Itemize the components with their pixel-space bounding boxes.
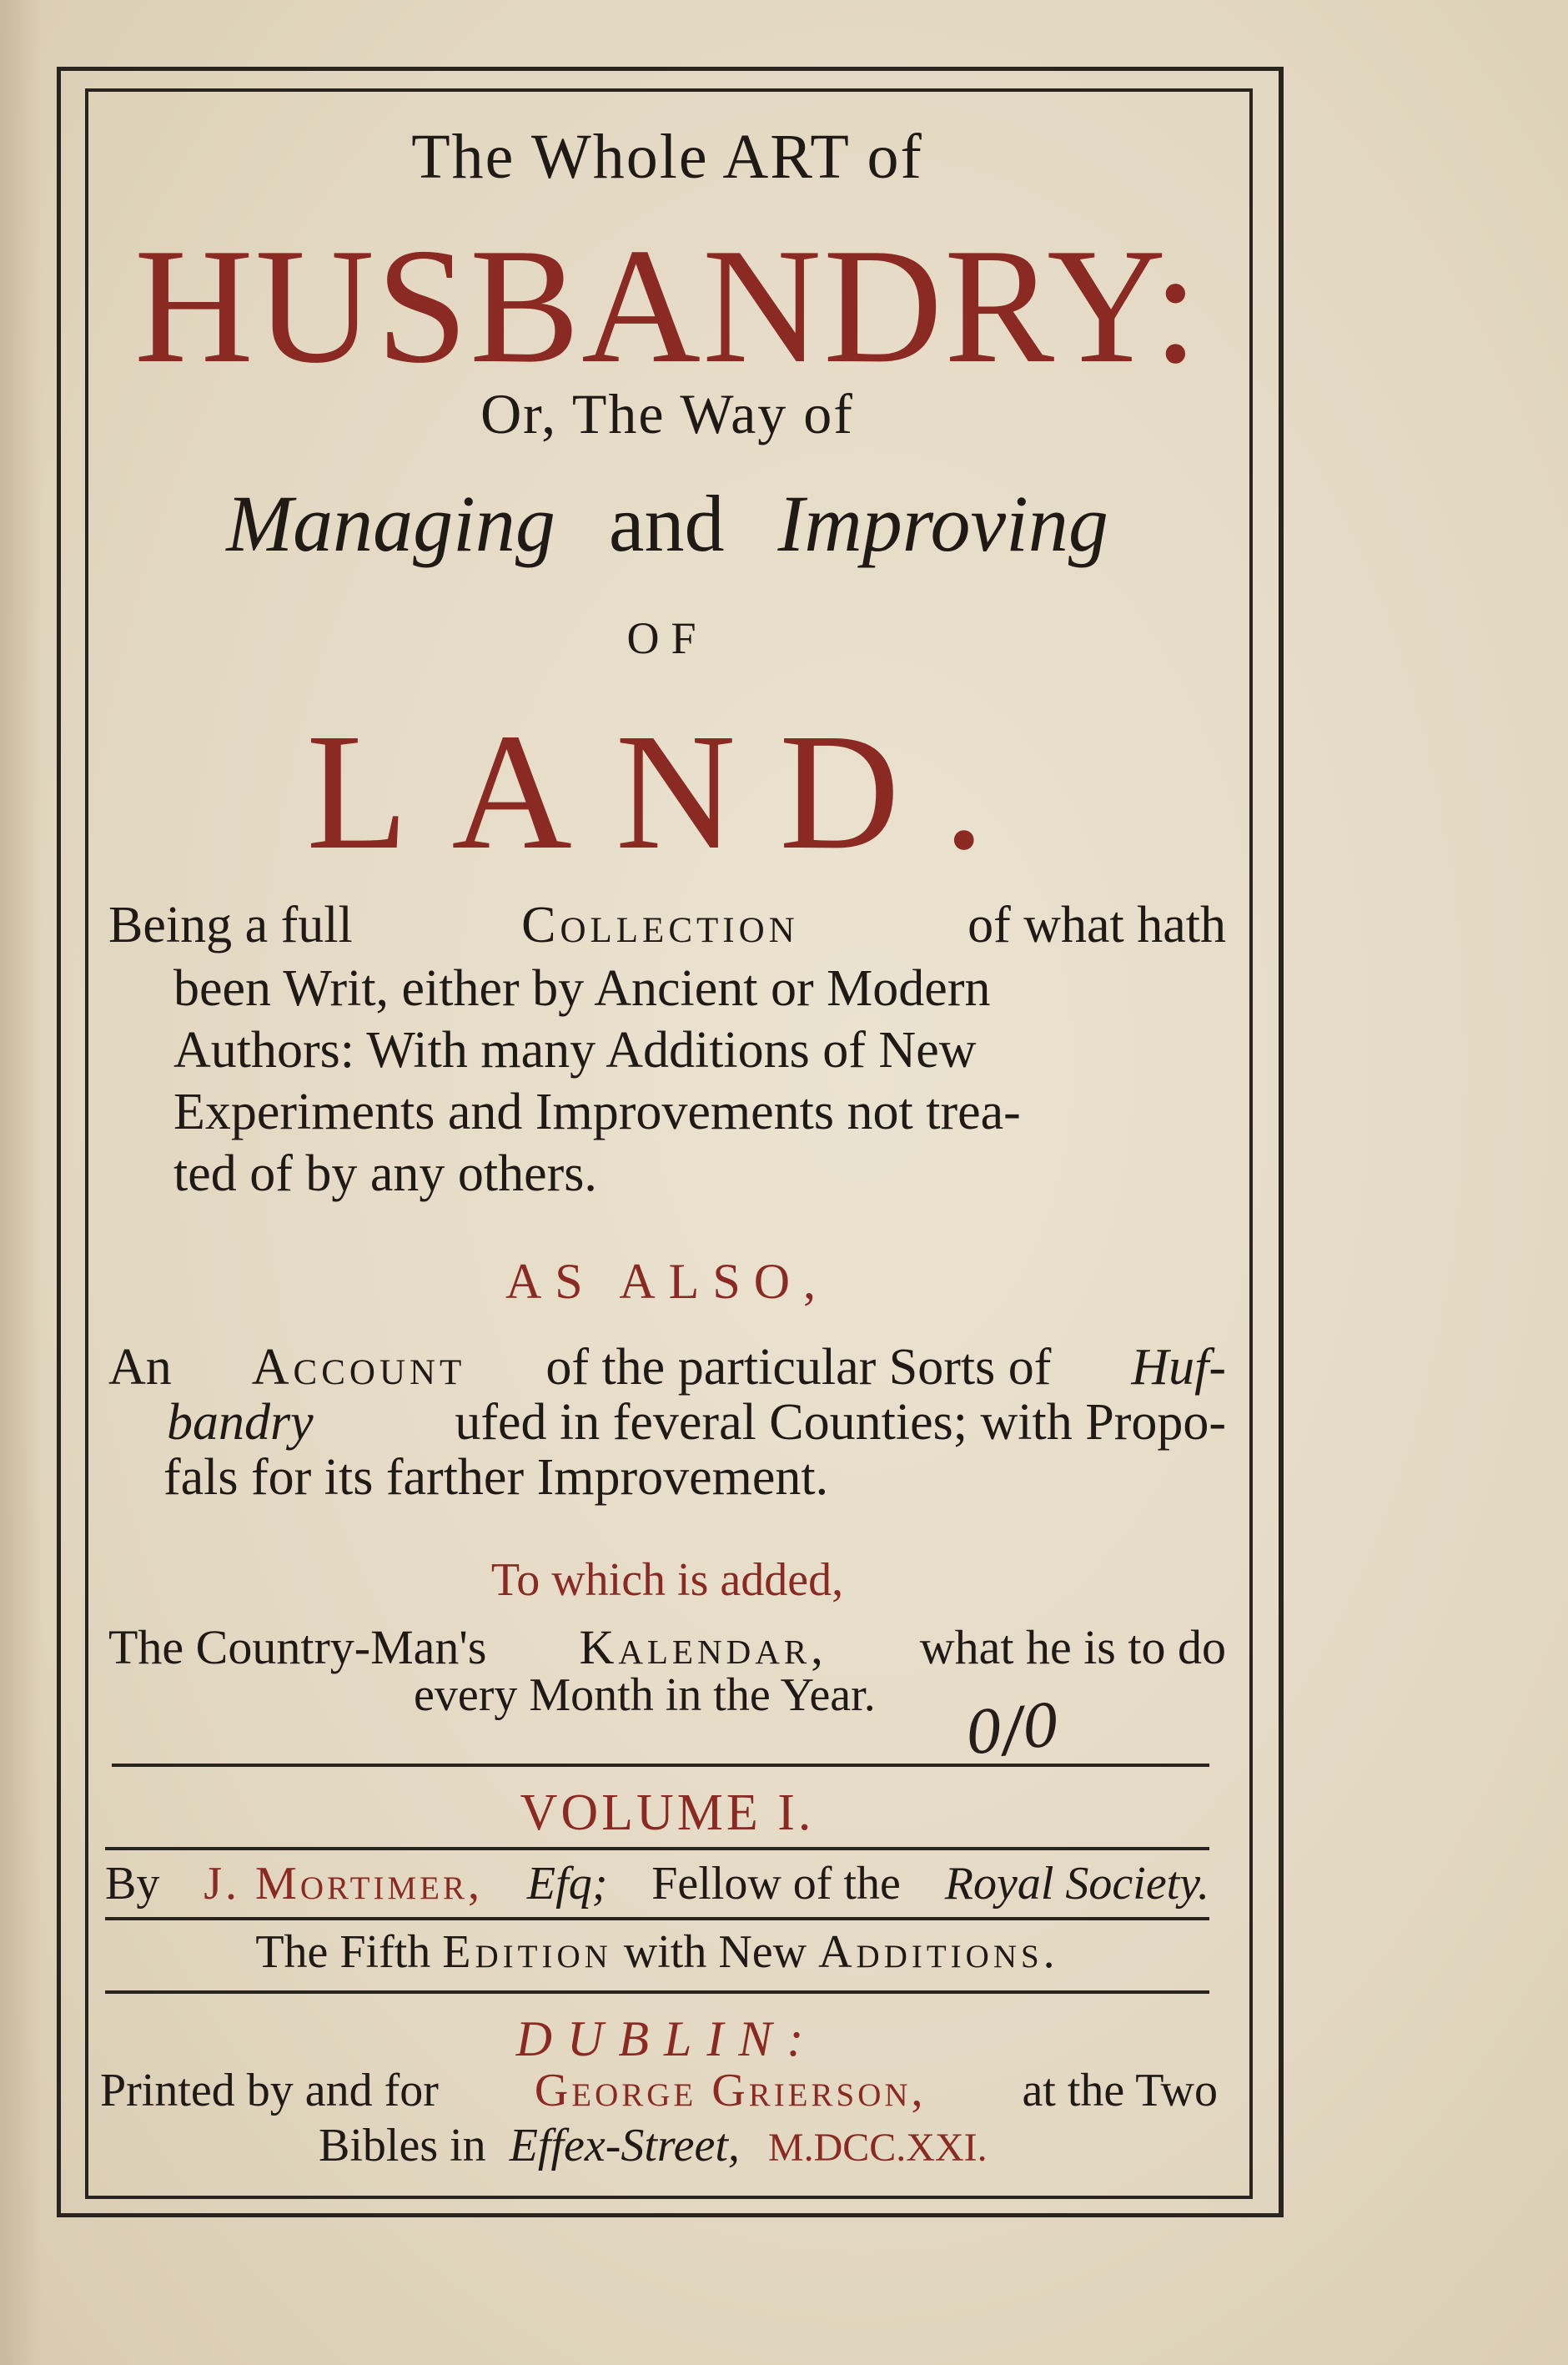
rule-3 xyxy=(105,1917,1209,1920)
also-husbandry-2: bandry xyxy=(167,1394,314,1451)
title-of: OF xyxy=(626,613,708,663)
title-husbandry: HUSBANDRY: xyxy=(133,214,1201,397)
description-line-4 xyxy=(173,1086,1226,1138)
edition-fifth: The Fifth xyxy=(255,1926,431,1978)
imprint-street: Effex-Street, xyxy=(509,2120,740,2171)
added-line-2: every Month in the Year. xyxy=(414,1669,876,1721)
author-society: Royal Society. xyxy=(944,1858,1209,1910)
edition-edition: Edition xyxy=(442,1926,612,1978)
title-improving: Improving xyxy=(777,479,1108,568)
rule-2 xyxy=(105,1847,1209,1850)
title-land: LAND. xyxy=(306,700,1028,884)
description-line-3 xyxy=(173,1022,1226,1079)
title-line-3: Or, The Way of xyxy=(480,382,854,445)
title-and: and xyxy=(608,479,725,568)
imprint-line-1 xyxy=(100,2067,1218,2114)
author-fellow: Fellow of the xyxy=(651,1858,901,1910)
title-managing-line xyxy=(87,479,1248,568)
desc-collection: Collection xyxy=(521,897,799,954)
also-line-2 xyxy=(167,1394,1226,1451)
imprint-printed: Printed by and for xyxy=(100,2065,439,2116)
added-kalendar: Kalendar, xyxy=(579,1620,827,1674)
rule-4 xyxy=(105,1990,1209,1994)
also-account: Account xyxy=(251,1339,466,1396)
desc-line-2-text: been Writ, either by Ancient or Modern xyxy=(173,960,991,1017)
description-line-1 xyxy=(108,897,1226,954)
volume-label: VOLUME I. xyxy=(520,1784,815,1841)
desc-line-3-text: Authors: With many Additions of New xyxy=(173,1022,977,1079)
description-line-5: ted of by any others. xyxy=(173,1145,597,1202)
imprint-line-2 xyxy=(319,2122,988,2169)
imprint-printer: George Grierson, xyxy=(534,2065,927,2116)
also-line-3: fals for its farther Improvement. xyxy=(163,1449,829,1506)
imprint-date: M.DCC.XXI. xyxy=(767,2126,988,2170)
also-an: An xyxy=(108,1339,172,1396)
author-esq: Efq; xyxy=(526,1858,608,1910)
page-shadow xyxy=(0,0,42,2365)
added-country-man: The Country-Man's xyxy=(108,1620,487,1674)
handwritten-note: 0/0 xyxy=(962,1690,1063,1769)
also-line-2-text: ufed in feveral Counties; with Propo- xyxy=(455,1394,1226,1451)
also-husbandry-1: Huf- xyxy=(1131,1339,1226,1396)
as-also-heading: AS ALSO, xyxy=(505,1254,830,1309)
desc-of-what: of what hath xyxy=(967,897,1226,954)
title-line-1: The Whole ART of xyxy=(411,122,923,192)
author-name: J. Mortimer, xyxy=(204,1858,484,1910)
desc-being: Being a full xyxy=(108,897,353,954)
also-particular: of the particular Sorts of xyxy=(545,1339,1052,1396)
added-line-1 xyxy=(108,1620,1226,1674)
edition-with-new: with New xyxy=(623,1926,807,1978)
edition-additions: Additions. xyxy=(818,1926,1059,1978)
added-heading: To which is added, xyxy=(490,1554,844,1606)
imprint-at-the-two: at the Two xyxy=(1022,2065,1218,2116)
desc-line-4-text: Experiments and Improvements not trea- xyxy=(173,1084,1021,1140)
edition-line xyxy=(105,1926,1209,1978)
imprint-city: DUBLIN: xyxy=(515,2011,819,2066)
author-line xyxy=(105,1858,1209,1910)
rule-1 xyxy=(112,1764,1209,1767)
also-line-1 xyxy=(108,1339,1226,1396)
author-by: By xyxy=(105,1858,160,1910)
title-managing: Managing xyxy=(226,479,555,568)
imprint-bibles: Bibles in xyxy=(319,2120,486,2171)
description-line-2 xyxy=(173,960,1226,1017)
added-what-he: what he is to do xyxy=(919,1620,1226,1674)
